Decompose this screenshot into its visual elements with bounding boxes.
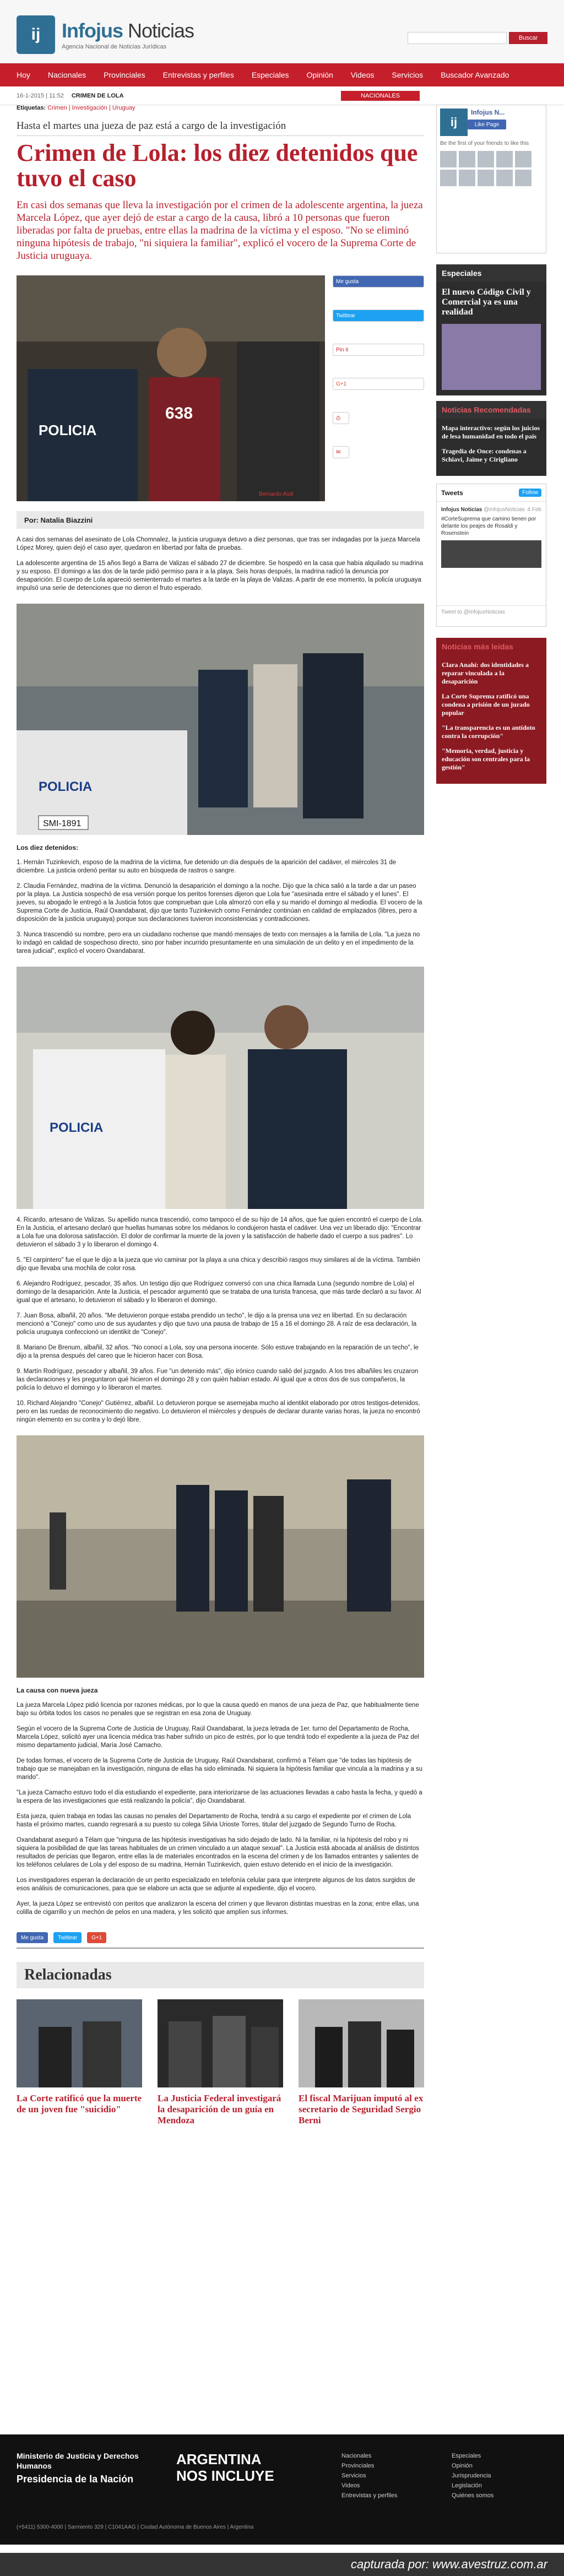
- svg-text:POLICIA: POLICIA: [50, 1120, 104, 1135]
- twitter-widget: [436, 484, 546, 627]
- paragraph: 1. Hernán Tuzinkevich, esposo de la madrina de la víctima, fue detenido un día después de la aparición del cadáver, el miércoles 31 de diciembre. La justicia ordenó peritar su auto en búsqueda de rastros o sangre.: [17, 859, 397, 874]
- especiales-box: [436, 264, 546, 395]
- footer-link[interactable]: Especiales: [452, 2453, 481, 2459]
- footer-link[interactable]: Legislación: [452, 2482, 482, 2489]
- main-nav: [0, 63, 564, 86]
- tags: Etiquetas: Crimen | Investigación | Uruguay: [17, 105, 135, 111]
- paragraph: 8. Mariano De Brenum, albañil, 32 años. "No conocí a Lola, soy una persona inocente. Sólo estuve trabajando en la reparación de un techo", le dijo a la prensa después del careo que le hicieron hacer con Bosa.: [17, 1344, 419, 1359]
- subheading: Los diez detenidos:: [17, 844, 79, 852]
- paragraph: A casi dos semanas del asesinato de Lola Chomnalez, la justicia uruguaya detuvo a diez personas, que tras ser indagadas por la jueza Marcela López Morey, quien dejó el caso ayer, quedaron en libertad por falta de pruebas.: [17, 536, 420, 551]
- footer: [0, 2434, 564, 2545]
- fb-faces: [440, 151, 543, 186]
- nav-provinciales[interactable]: Provinciales: [104, 70, 145, 79]
- paragraph: "La jueza Camacho estuvo todo el día estudiando el expediente, para interiorizarse de las actuaciones llevadas a cabo hasta la fecha, y quedó a la espera de las investigaciones que está realizando la policía", dijo Oxandabarat.: [17, 1789, 422, 1804]
- paragraph: 7. Juan Bosa, albañil, 20 años. "Me detuvieron porque estaba prendido un techo", le dijo a la prensa una vez en libertad. En su declaración mencionó a "Conejo" como uno de sus ayudantes y dijo que tuvo una pausa de trabajo de 15 a 16 el domingo 28. A raíz de esa declaración, la policía uruguaya confeccionó un identikit de "Conejo".: [17, 1313, 417, 1336]
- related-title[interactable]: La Justicia Federal investigará la desaparición de un guía en Mendoza: [158, 2093, 281, 2125]
- paragraph: 9. Martín Rodríguez, pescador y albañil, 39 años. Fue "un detenido más", dijo irónico cuando salió del juzgado. A los tres albañiles les cruzaron las declaraciones y les preguntaron qué hicieron el domingo 28 y con quién habían estado. Al igual que a otros dos de sus compañeros, la policía lo detuvo el domingo y lo liberaron el martes.: [17, 1368, 419, 1391]
- footer-presidency[interactable]: Presidencia de la Nación: [17, 2474, 134, 2485]
- footer-link[interactable]: Entrevistas y perfiles: [341, 2492, 398, 2499]
- tweet: [437, 502, 546, 572]
- related-heading: Relacionadas: [17, 1962, 424, 1988]
- paragraph: La adolescente argentina de 15 años llegó a Barra de Valizas el sábado 27 de diciembre. Se hospedó en la casa que había alquilado su madrina y su esposo. El domingo a las dos de la tarde pidió permiso para ir a la playa. Seis horas después, la madrina radicó la denuncia por desaparición. El cuerpo de Lola apareció semienterrado el martes a la tarde en la playa de Valizas. A partir de ese momento, la policía uruguaya impulsó una serie de detenciones que no dieron el fruto esperado.: [17, 560, 424, 592]
- header: [0, 0, 564, 63]
- article: [17, 105, 424, 2126]
- related-list: [17, 1999, 424, 2126]
- tweet-text: #CorteSuprema que camino tienen por delante los peajes de Rosaldi y Rosenstein: [441, 516, 536, 536]
- hero-photo: [17, 275, 325, 501]
- most-read-item[interactable]: "Memoria, verdad, justicia y educación son centrales para la gestión": [442, 747, 530, 771]
- search-form: [408, 32, 547, 44]
- footer-link[interactable]: Jurisprudencia: [452, 2472, 491, 2479]
- nav-servicios[interactable]: Servicios: [392, 70, 424, 79]
- footer-link[interactable]: Provinciales: [341, 2463, 375, 2469]
- most-read-box: [436, 638, 546, 784]
- tweets-heading: Tweets: [441, 489, 463, 497]
- tweet-button[interactable]: Twittear: [333, 310, 424, 322]
- search-input[interactable]: [408, 32, 507, 44]
- gplus-button[interactable]: G+1: [333, 378, 424, 390]
- nav-nacionales[interactable]: Nacionales: [47, 70, 86, 79]
- section-badge[interactable]: NACIONALES: [341, 91, 420, 101]
- paragraph: Esta jueza, quien trabaja en todas las causas no penales del Departamento de Rocha, tendrá a su cargo el expediente por el crimen de Lola hasta el próximo martes, cuando regresará a su puesto su colega Silvia Urioste Torres, titular del juzgado de Segundo Turno de Rocha.: [17, 1813, 411, 1828]
- paragraph: 3. Nunca trascendió su nombre, pero era un ciudadano rochense que mandó mensajes de texto con mensajes a la familia de Lola. "La jueza no lo indagó en calidad de sospechoso directo, sino por haber incurrido presuntamente en una simulación de un delito y en el impedimento de la tarea judicial", explicó el vocero Oxandabarat.: [17, 931, 420, 955]
- paragraph: 2. Claudia Fernández, madrina de la víctima. Denunció la desaparición el domingo a la noche. Dijo que la chica salió a la tarde a dar un paseo por la playa. La Justicia sospechó de esa versión porque los peritos forenses dijeron que Lola fue "asesinada entre el sábado y el lunes". El jueves, su abogado le entregó a la Justicia fotos que comprueban que Lola almorzó con ella y su marido el domingo al mediodía. El vocero de la Suprema Corte de Justicia, Raúl Oxandabarat, dijo que tanto Tuzinkevich como Fernández continúan en calidad de emplazados (libres, pero a disposición de la justicia uruguaya) porque sus declaraciones tuvieron inconsistencias y contradicciones.: [17, 883, 422, 923]
- related-item[interactable]: [17, 1999, 142, 2126]
- fb-page-logo: ij: [440, 109, 468, 136]
- svg-text:POLICIA: POLICIA: [39, 779, 93, 794]
- hero-illustration: [17, 275, 325, 501]
- fb-text: Be the first of your friends to like this: [440, 140, 529, 147]
- fb-like-button[interactable]: Me gusta: [333, 275, 424, 288]
- footer-link[interactable]: Servicios: [341, 2472, 366, 2479]
- photo-credit: Bernardo Aiuli: [259, 491, 294, 497]
- subheading: La causa con nueva jueza: [17, 1686, 98, 1694]
- svg-text:638: 638: [165, 404, 193, 422]
- nav-hoy[interactable]: Hoy: [17, 70, 30, 79]
- subbar: 16-1-2015 | 11:52 CRIMEN DE LOLA NACIONALES: [0, 86, 564, 105]
- email-icon[interactable]: ✉: [333, 446, 349, 458]
- paragraph: 10. Richard Alejandro "Conejo" Gutiérrez, albañil. Lo detuvieron porque se asemejaba mucho al identikit elaborado por otros testigos-detenidos, pero en las ruedas de reconocimiento dio negativo. Lo detuvieron el miércoles y después de declarar durante varias horas, la jueza no encontró ningún elemento en su contra y lo dejó libre.: [17, 1400, 420, 1423]
- share-fb-button[interactable]: Me gusta: [17, 1932, 48, 1943]
- especiales-title[interactable]: El nuevo Código Civil y Comercial ya es una realidad: [442, 288, 531, 317]
- paragraph: 5. "El carpintero" fue el que le dijo a la jueza que vio caminar por la playa a una chica y describió rasgos muy similares al de la víctima. También dijo que llevaba una mochila de color rosa.: [17, 1257, 420, 1272]
- share-tweet-button[interactable]: Twittear: [53, 1932, 82, 1943]
- nav-especiales[interactable]: Especiales: [251, 70, 289, 79]
- most-read-item[interactable]: "La transparencia es un antídoto contra la corrupción": [442, 724, 535, 740]
- paragraph: La jueza Marcela López pidió licencia por razones médicas, por lo que la causa quedó en manos de una jueza de Paz, que habitualmente tiene bajo su órbita todos los casos no penales que se registran en esa zona de Uruguay.: [17, 1702, 419, 1717]
- article-lead: En casi dos semanas que lleva la investigación por el crimen de la adolescente argentina, la jueza Marcela López, que ayer dejó de estar a cargo de la causa, libró a 10 personas que fueron liberadas por falta de pruebas, entre ellas la madrina de la víctima y el esposo. "No se eliminó ninguna hipótesis de trabajo, "ni siquiera la familiar", explicó el vocero de la Suprema Corte de Justicia uruguaya.: [17, 199, 423, 262]
- follow-button[interactable]: Follow: [519, 489, 541, 497]
- paragraph: Ayer, la jueza López se entrevistó con peritos que analizaron la escena del crimen y que llevaron distintas muestras en la zona; entre ellas, una colilla de cigarrillo y un mechón de pelos en una madera, y les solicitó que amplíen sus informes.: [17, 1901, 419, 1916]
- nav-opinion[interactable]: Opinión: [306, 70, 333, 79]
- footer-link[interactable]: Videos: [341, 2482, 360, 2489]
- article-photo: [17, 1435, 424, 1678]
- tweet-image[interactable]: [441, 540, 541, 568]
- nav-entrevistas[interactable]: Entrevistas y perfiles: [162, 70, 234, 79]
- paragraph: 6. Alejandro Rodríguez, pescador, 35 años. Un testigo dijo que Rodríguez conversó con una chica llamada Luna (segundo nombre de Lola) el domingo de la desaparición. Ante la Justicia, el pescador argumentó que se trataba de una turista francesa, que más tarde declaró a su favor. Al igual que el artesano, lo detuvieron el sábado y lo liberaron el domingo.: [17, 1281, 421, 1304]
- svg-text:SMI-1891: SMI-1891: [43, 819, 82, 828]
- most-read-item[interactable]: La Corte Suprema ratificó una condena a prisión de un jurado popular: [442, 692, 530, 717]
- nav-buscador[interactable]: Buscador Avanzado: [441, 70, 509, 79]
- paragraph: Según el vocero de la Suprema Corte de Justicia de Uruguay, Raúl Oxandabarat, la jueza letrada de 1er. turno del Departamento de Rocha, Marcela López, solicitó ayer una licencia médica tras haber sufrido un pico de estrés, por lo que tendrá todo el expediente a la jueza de Paz del mismo departamento judicial, María José Camacho.: [17, 1726, 419, 1749]
- svg-text:POLICIA: POLICIA: [39, 422, 97, 438]
- article-title: Crimen de Lola: los diez detenidos que tuvo el caso: [17, 139, 418, 192]
- related-item[interactable]: [158, 1999, 283, 2126]
- share-gplus-button[interactable]: G+1: [87, 1932, 106, 1943]
- print-icon[interactable]: ⎙: [333, 412, 349, 424]
- especiales-heading: Especiales: [436, 264, 546, 282]
- related-title[interactable]: El fiscal Marijuan imputó al ex secretario de Seguridad Sergio Berni: [299, 2093, 424, 2125]
- nav-videos[interactable]: Videos: [350, 70, 375, 79]
- byline: Por: Natalia Biazzini: [17, 511, 424, 529]
- paragraph: Oxandabarat aseguró a Télam que "ninguna de las hipótesis investigativas ha sido dejado de lado. Ni la familiar, ni la hipótesis del robo y ni siquiera la posibilidad de que las tareas habituales de un crimen vinculado a un ataque sexual". La Justicia está abocada al análisis de distintos resultados de pericias que llegaron, entre ellas la de materiales encontrados en la escena del crimen y de los llamados entrantes y salientes de los teléfonos celulares de Lola y del esposo de su madrina, Hernán Tuzinkevich, quien estuvo detenido en el inicio de la investigación.: [17, 1837, 419, 1868]
- most-read-item[interactable]: Clara Anahí: dos identidades a reparar vinculada a la desaparición: [442, 661, 529, 685]
- footer-slogan-b: NOS INCLUYE: [176, 2467, 274, 2484]
- facebook-widget: [436, 105, 546, 253]
- article-photo: [17, 967, 424, 1209]
- footer-ministry[interactable]: Ministerio de Justicia y Derechos Humanos: [17, 2452, 139, 2470]
- related-image: [299, 1999, 424, 2087]
- site-title: Infojus Noticias: [62, 19, 194, 42]
- logo-mark: ij: [17, 15, 55, 54]
- recommended-item[interactable]: Mapa interactivo: según los juicios de lesa humanidad en todo el país: [442, 424, 540, 440]
- paragraph: Los investigadores esperan la declaración de un perito especializado en telefonía celular para que interprete algunos de los datos surgidos de esos análisis de comunicaciones, para que se elabore un acta que se adjunte al expediente, dijo el vocero.: [17, 1877, 415, 1892]
- footer-slogan-a: ARGENTINA: [176, 2451, 262, 2467]
- article-photo: [17, 604, 424, 835]
- capture-credit: capturada por: www.avestruz.com.ar: [0, 2553, 564, 2576]
- paragraph: De todas formas, el vocero de la Suprema Corte de Justicia de Uruguay, Raúl Oxandabarat, confirmó a Télam que "de todas las hipótesis de trabajo que se manejaban en la investigación, ninguna de ellas ha sido eliminada. Ni siquiera la hipótesis familiar que vincula a la madrina y a su marido".: [17, 1758, 423, 1781]
- site-logo[interactable]: [17, 15, 194, 54]
- tweet-user[interactable]: Infojus Noticias: [441, 507, 482, 513]
- footer-link[interactable]: Opinión: [452, 2463, 473, 2469]
- pinterest-button[interactable]: Pin it: [333, 344, 424, 356]
- time: 11:52: [49, 92, 64, 99]
- recommended-heading: Noticias Recomendadas: [436, 401, 546, 419]
- related-title[interactable]: La Corte ratificó que la muerte de un joven fue "suicidio": [17, 2093, 142, 2114]
- tweet-to[interactable]: Tweet to @InfojusNoticias: [437, 605, 546, 619]
- share-sidebar: [333, 275, 424, 501]
- search-button[interactable]: Buscar: [509, 32, 547, 44]
- fb-like-page-button[interactable]: Like Page: [468, 120, 506, 129]
- paragraph: 4. Ricardo, artesano de Valizas. Su apellido nunca trascendió, como tampoco el de su hijo de 14 años, que fue quien encontró el cuerpo de Lola. En la Justicia, el artesano declaró que huellas humanas sobre los médanos lo condujeron hasta el cadáver. Una vez un liberado dijo: "Encontrar a Lola fue una dolorosa satisfacción. El dolor de confirmar la muerte de la joven y la satisfacción de haberle dado el cuerpo a sus padres". Lo detuvieron el sábado 3 y lo liberaron el domingo 4.: [17, 1217, 424, 1248]
- related-item[interactable]: [299, 1999, 424, 2126]
- tweet-handle[interactable]: @infojusNoticias: [484, 507, 525, 513]
- tag-links[interactable]: Crimen | Investigación | Uruguay: [47, 105, 135, 111]
- footer-address: (+5411) 5300-4000 | Sarmiento 329 | C1041AAG | Ciudad Autónoma de Buenos Aires | Argentina: [17, 2524, 254, 2530]
- recommended-box: [436, 401, 546, 476]
- related-image: [158, 1999, 283, 2087]
- right-sidebar: [436, 105, 546, 784]
- related-image: [17, 1999, 142, 2087]
- tweet-time: 4 Feb: [527, 507, 541, 513]
- section-label: CRIMEN DE LOLA: [71, 92, 124, 99]
- article-kicker: Hasta el martes una jueza de paz está a cargo de la investigación: [17, 120, 424, 136]
- date: 16-1-2015: [17, 92, 45, 99]
- fb-page-name[interactable]: Infojus N...: [471, 109, 505, 116]
- footer-link[interactable]: Quiénes somos: [452, 2492, 494, 2499]
- footer-link[interactable]: Nacionales: [341, 2453, 372, 2459]
- site-subtitle: Agencia Nacional de Noticias Jurídicas: [62, 44, 167, 50]
- especiales-image[interactable]: [442, 324, 541, 390]
- recommended-item[interactable]: Tragedia de Once: condenas a Schiavi, Jaime y Cirigliano: [442, 447, 527, 463]
- share-bar: [17, 1932, 424, 1949]
- most-read-heading: Noticias más leídas: [436, 638, 546, 655]
